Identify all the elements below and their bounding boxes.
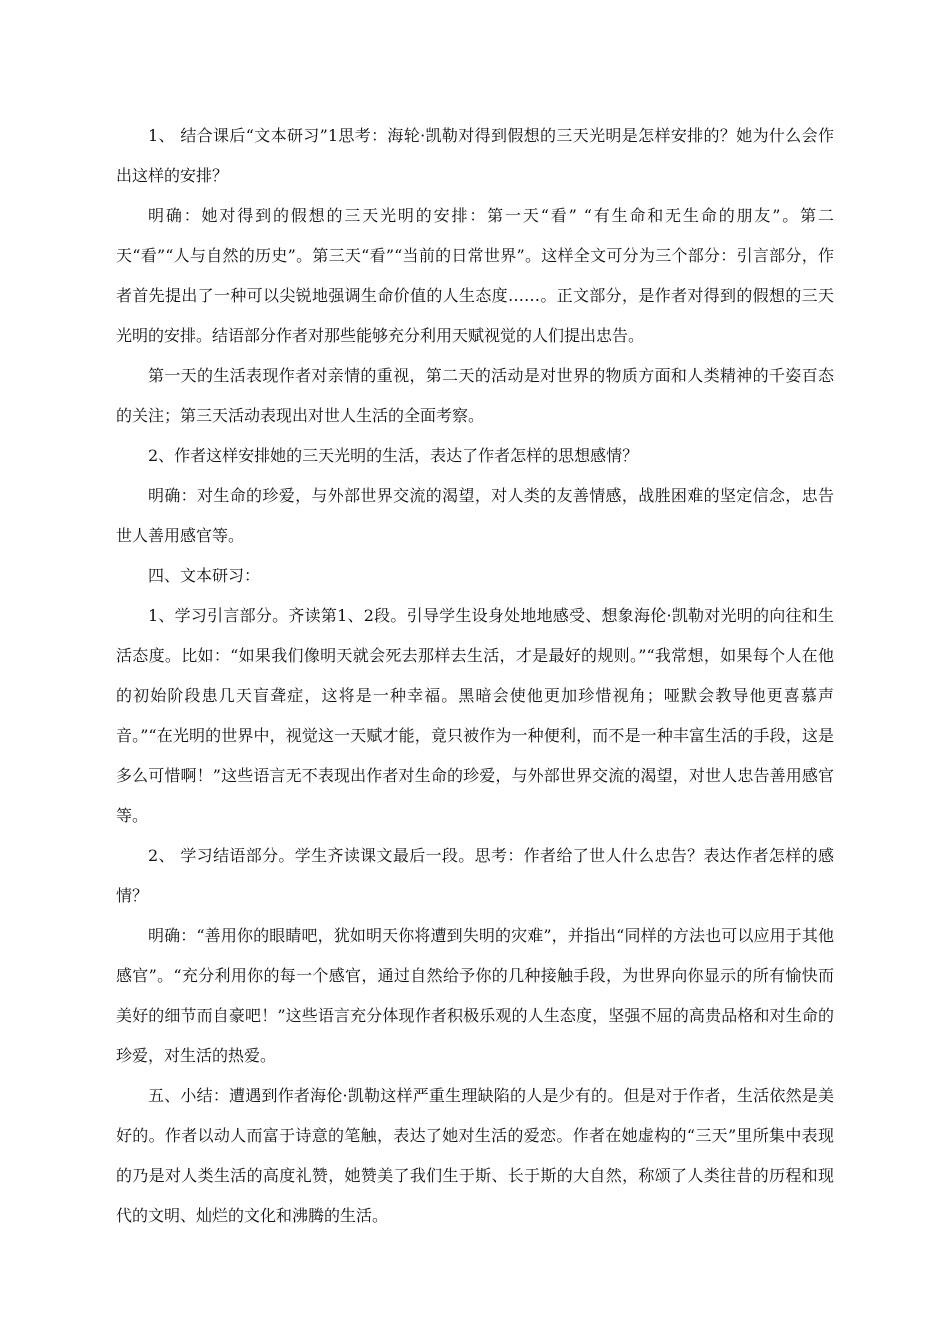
summary-paragraph: 五、小结：遭遇到作者海伦·凯勒这样严重生理缺陷的人是少有的。但是对于作者，生活依然是美好的。作者以动人而富于诗意的笔触，表达了她对生活的爱恋。作者在她虚构的“三天”里所集中表现的乃是对人类生活的高度礼赞，她赞美了我们生于斯、长于斯的大自然，称颂了人类往昔的历程和现代的文明、灿烂的文化和沸腾的生活。 — [116, 1086, 834, 1225]
answer-2-paragraph: 明确：对生命的珍爱，与外部世界交流的渴望，对人类的友善情感，战胜困难的坚定信念，忠告世人善用感官等。 — [116, 486, 834, 545]
question-1-paragraph: 1、 结合课后“文本研习”1思考：海轮·凯勒对得到假想的三天光明是怎样安排的？她为什么会作出这样的安排？ — [116, 126, 834, 185]
answer-1-detail-paragraph: 第一天的生活表现作者对亲情的重视，第二天的活动是对世界的物质方面和人类精神的千姿百态的关注；第三天活动表现出对世人生活的全面考察。 — [116, 366, 834, 425]
study-conclusion-paragraph: 2、 学习结语部分。学生齐读课文最后一段。思考：作者给了世人什么忠告？表达作者怎样的感情？ — [116, 846, 834, 905]
study-intro-paragraph: 1、学习引言部分。齐读第1、2段。引导学生设身处地地感受、想象海伦·凯勒对光明的向往和生活态度。比如：“如果我们像明天就会死去那样去生活，才是最好的规则。”“我常想，如果每个人在他的初始阶段患几天盲聋症，这将是一种幸福。黑暗会使他更加珍惜视角；哑默会教导他更喜慕声音。”“在光明的世界中，视觉这一天赋才能，竟只被作为一种便利，而不是一种丰富生活的手段，这是多么可惜啊！”这些语言无不表现出作者对生命的珍爱，与外部世界交流的渴望，对世人忠告善用感官等。 — [116, 606, 834, 825]
section-4-heading: 四、文本研习： — [148, 566, 261, 585]
answer-conclusion-paragraph: 明确：“善用你的眼睛吧，犹如明天你将遭到失明的灾难”，并指出“同样的方法也可以应用于其他感官”。“充分利用你的每一个感官，通过自然给予你的几种接触手段，为世界向你显示的所有愉快而美好的细节而自豪吧！”这些语言充分体现作者积极乐观的人生态度，坚强不屈的高贵品格和对生命的珍爱，对生活的热爱。 — [116, 926, 834, 1065]
document-page — [116, 116, 834, 1236]
question-2-paragraph: 2、作者这样安排她的三天光明的生活，表达了作者怎样的思想感情？ — [148, 446, 639, 465]
answer-1-paragraph: 明确：她对得到的假想的三天光明的安排：第一天“看” “有生命和无生命的朋友”。第二天“看”“人与自然的历史”。第三天“看”“当前的日常世界”。这样全文可分为三个部分：引言部分，作者首先提出了一种可以尖锐地强调生命价值的人生态度……。正文部分，是作者对得到的假想的三天光明的安排。结语部分作者对那些能够充分利用天赋视觉的人们提出忠告。 — [116, 206, 834, 345]
